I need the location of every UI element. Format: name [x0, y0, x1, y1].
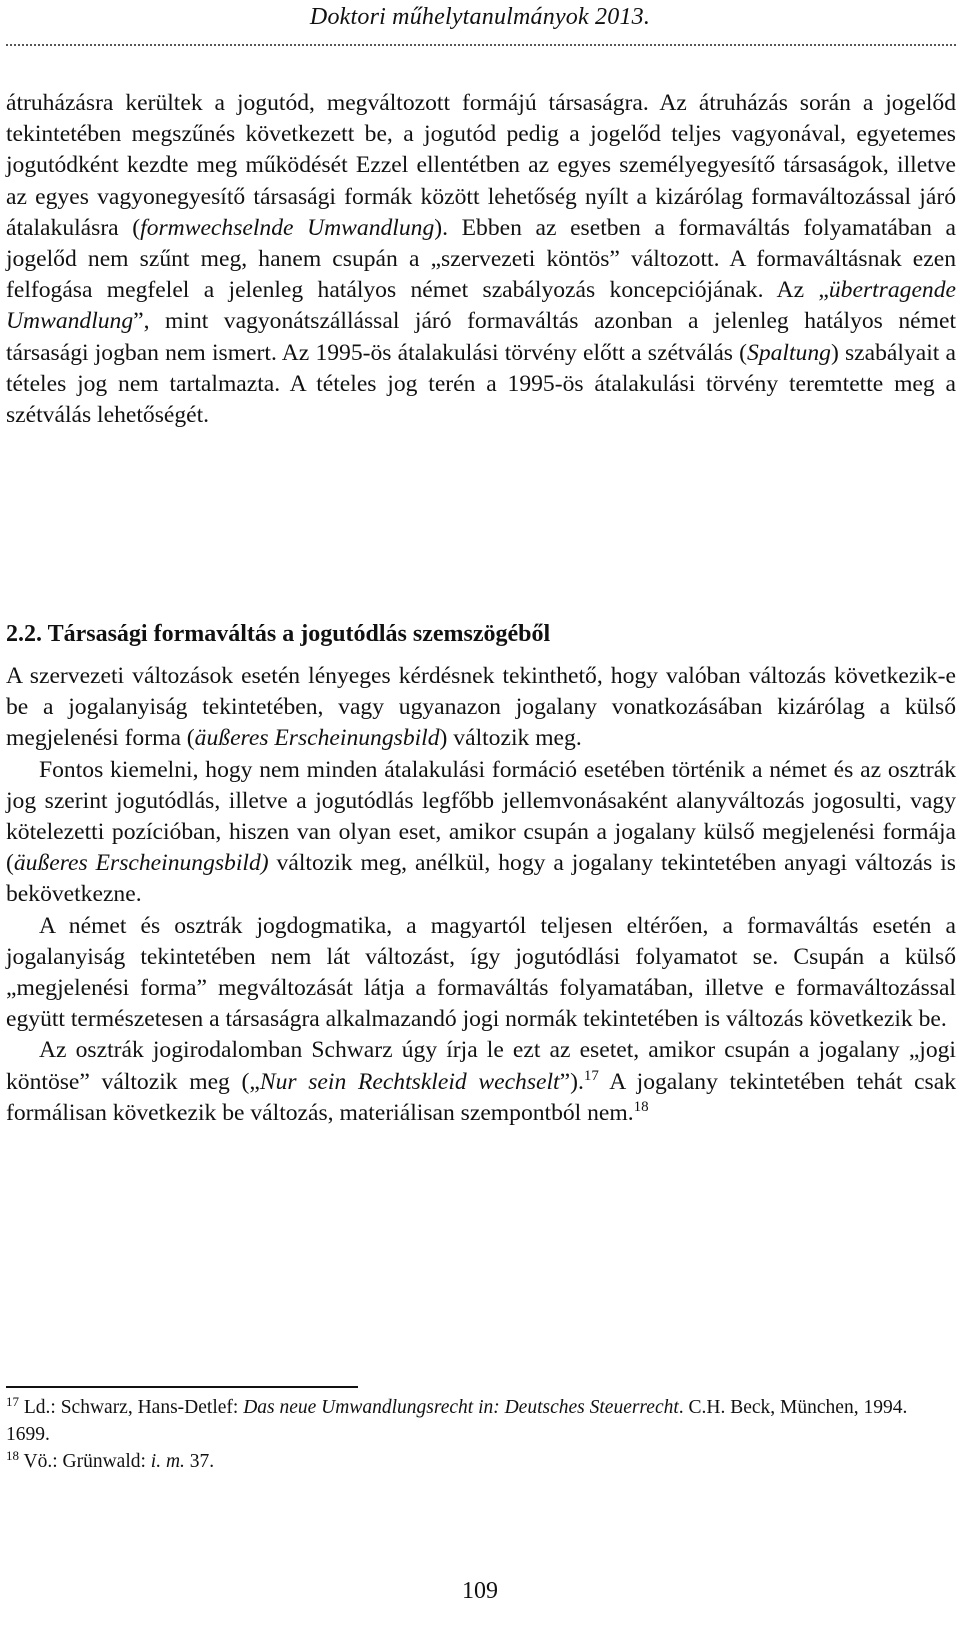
footnotes	[6, 1394, 956, 1475]
footnote-ref-18[interactable]: 18	[633, 1098, 649, 1115]
header-divider	[6, 44, 956, 46]
citation-abbrev: i. m.	[150, 1451, 185, 1472]
body-text-block-2	[6, 661, 956, 1129]
german-term: Spaltung	[747, 339, 831, 366]
paragraph: Az osztrák jogirodalomban Schwarz úgy írja le ezt az esetet, amikor csupán a jogalany „jogi köntöse” változik meg („Nur sein Rechtskleid wechselt”).$^{17}$ A jogalany tekintetében tehát csak formálisan következik be változás, materiálisan szempontból nem.$^{18}$	[6, 1037, 956, 1126]
german-term: äußeres Erscheinungsbild	[194, 725, 440, 752]
german-term: formwechselnde Umwandlung	[140, 214, 435, 241]
footnote-number: 17	[6, 1394, 19, 1409]
footnote-number: 18	[6, 1448, 19, 1463]
footnote-18: $^{18}$ Vö.: Grünwald: i. m. 37.	[6, 1448, 215, 1472]
paragraph: Fontos kiemelni, hogy nem minden átalakulási formáció esetében történik a német és az osztrák jog szerint jogutódlás, illetve a jogutódlás legfőbb jellemvonásaként alanyváltozás jogosulti, vagy kötelezetti pozícióban, hiszen van olyan eset, amikor csupán a jogalany külső megjelenési formája (äußeres Erscheinungsbild) változik meg, anélkül, hogy a jogalany tekintetében anyagi változás is bekövetkezne.	[6, 756, 956, 908]
citation-title: Das neue Umwandlungsrecht in: Deutsches Steuerrecht	[243, 1397, 679, 1418]
body-text-block-1	[6, 88, 956, 431]
footnote-ref-17[interactable]: 17	[583, 1067, 599, 1084]
german-term: äußeres Erscheinungsbild)	[13, 850, 269, 877]
paragraph: A szervezeti változások esetén lényeges kérdésnek tekinthető, hogy valóban változás következik-e be a jogalanyiság tekintetében, vagy ugyanazon jogalany vonatkozásában kizárólag a külső megjelenési forma (äußeres Erscheinungsbild) változik meg.	[6, 663, 956, 752]
paragraph: A német és osztrák jogdogmatika, a magyartól teljesen eltérően, a formaváltás esetén a jogalanyiság tekintetében nem lát változást, így jogutódlási folyamatot se. Csupán a külső „megjelenési forma” megváltozását látja a formaváltás folyamatában, illetve e formaváltozással együtt természetesen a társaságra alkalmazandó jogi normák tekintetében is változás következik be.	[6, 912, 956, 1033]
section-heading: 2.2. Társasági formaváltás a jogutódlás szemszögéből	[6, 621, 551, 647]
footnote-divider	[6, 1386, 358, 1388]
german-quote: Nur sein Rechtskleid wechselt	[259, 1068, 560, 1095]
footnote-17: $^{17}$ Ld.: Schwarz, Hans-Detlef: Das neue Umwandlungsrecht in: Deutsches Steuerrecht. C.H. Beck, München, 1994. 1699.	[6, 1394, 908, 1445]
running-header: Doktori műhelytanulmányok 2013.	[309, 4, 651, 30]
page-number: 109	[462, 1578, 498, 1604]
paragraph-continuation: átruházásra kerültek a jogutód, megváltozott formájú társaságra. Az átruházás során a jogelőd tekintetében megszűnés következett be, a jogutód pedig a jogelőd teljes vagyonával, egyetemes jogutódként kezdte meg működését Ezzel ellentétben az egyes személyegyesítő társaságok, illetve az egyes vagyonegyesítő társasági formák között lehetőség nyílt a kizárólag formaváltozással járó átalakulásra (formwechselnde Umwandlung). Ebben az esetben a formaváltás folyamatában a jogelőd nem szűnt meg, hanem csupán a „szervezeti köntös” változott. A formaváltásnak ezen felfogása megfelel a jelenleg hatályos német szabályozás koncepciójának. Az „übertragende Umwandlung”, mint vagyonátszállással járó formaváltás azonban a jelenleg hatályos német társasági jogban nem ismert. Az 1995-ös átalakulási törvény előtt a szétválás (Spaltung) szabályait a tételes jog nem tartalmazta. A tételes jog terén a 1995-ös átalakulási törvény teremtette meg a szétválás lehetőségét.	[6, 90, 957, 429]
german-term: übertragende Umwandlung	[6, 277, 956, 335]
